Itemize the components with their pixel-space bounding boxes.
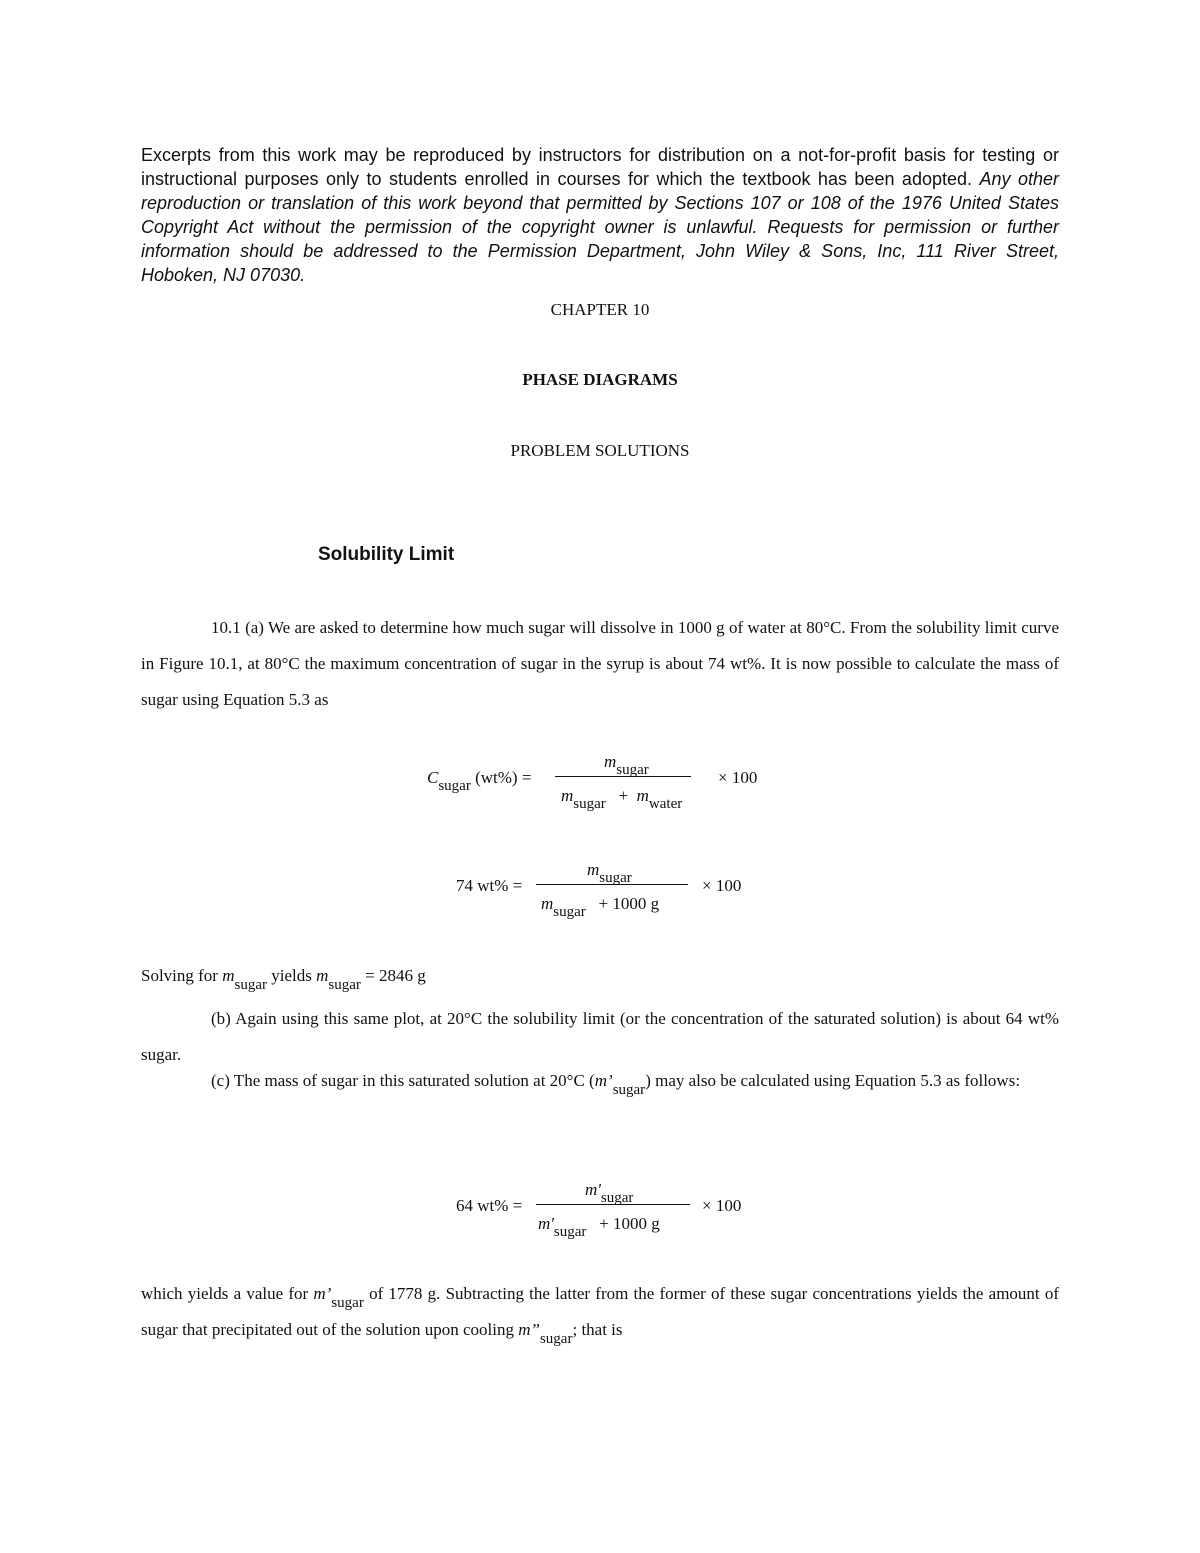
closing-post: ; that is [572,1320,623,1339]
solving-mid: yields [271,966,312,985]
solving-pre: Solving for [141,966,218,985]
eq1-denominator [561,786,683,812]
problem-intro: 10.1 (a) We are asked to determine how much sugar will dissolve in 1000 g of water at 80°C. From the solubility limit curve in Figure 10.1, at 80°C the maximum concentration of sugar in the syrup is about 74 wt%. It is now possible to calculate the mass of sugar using Equation 5.3 as [141,618,1059,709]
eq1-den-op: + [618,786,629,805]
copyright-text: Excerpts from this work may be reproduced by instructors for distribution on a not-for-profit basis for testing or instructional purposes only to students enrolled in courses for which the textbook has been adopted. [141,145,1059,189]
part-c-paragraph [141,1063,1059,1099]
eq2-den-tail: + 1000 g [598,894,660,913]
solving-sub1: sugar [234,977,268,993]
eq1-rhs: × 100 [718,768,758,787]
part-c-post: ) may also be calculated using Equation 5.3 as follows: [645,1071,1021,1090]
section-heading: Solubility Limit [318,544,455,565]
eq1-lhs-sub: sugar [438,778,471,794]
eq3-numerator [585,1180,634,1206]
closing-var1: m’ [313,1284,332,1303]
eq2-den-sub: sugar [553,904,586,920]
eq3-num-sub: sugar [600,1190,634,1206]
eq2-rhs: × 100 [702,876,742,895]
eq2-den-var: m [541,894,554,913]
eq1-lhs [427,768,532,794]
eq1-fraction-bar [555,776,691,777]
eq1-lhs-tail: (wt%) = [475,768,532,787]
eq3-lhs: 64 wt% = [456,1196,523,1215]
closing-sub2: sugar [539,1331,573,1347]
eq2-numerator [587,860,632,886]
eq3-denominator [538,1214,660,1240]
closing-paragraph [141,1276,1059,1348]
part-b-paragraph: (b) Again using this same plot, at 20°C the solubility limit (or the concentration of the saturated solution) is about 64 wt% sugar. [141,1009,1059,1064]
solving-result: = 2846 g [365,966,426,985]
solving-line [141,966,426,993]
eq1-numerator [604,752,649,778]
eq3-den-sub: sugar [553,1224,587,1240]
closing-sub1: sugar [331,1295,364,1311]
eq1-num-var: m [604,752,617,771]
eq1-den-sub2: water [648,796,683,812]
copyright-italic-text: Any other reproduction or translation of this work beyond that permitted by Sections 107 or 108 of the 1976 United States Copyright Act without the permission of the copyright owner is unlawful. Requests for permission or further information should be addressed to the Permission Department, John Wiley & Sons, Inc, 111 River Street, Hoboken, NJ 07030. [141,169,1059,285]
eq3-num-var: m' [585,1180,601,1199]
part-c-pre: (c) The mass of sugar in this saturated solution at 20°C ( [211,1071,595,1090]
eq3-rhs: × 100 [702,1196,742,1215]
eq1-lhs-var: C [427,768,439,787]
part-c-sub: sugar [612,1082,646,1098]
eq3-fraction-bar [536,1204,690,1205]
chapter-subtitle: PROBLEM SOLUTIONS [510,441,690,460]
eq1-num-sub: sugar [616,762,649,778]
part-c-var: m’ [594,1071,613,1090]
eq2-lhs: 74 wt% = [456,876,523,895]
solving-var1: m [222,966,235,985]
eq2-num-var: m [587,860,600,879]
closing-pre: which yields a value for [141,1284,309,1303]
eq1-den-sub1: sugar [573,796,606,812]
eq1-den-var2: m [636,786,649,805]
eq3-den-tail: + 1000 g [599,1214,660,1233]
eq1-den-var1: m [561,786,574,805]
solving-sub2: sugar [328,977,361,993]
copyright-notice [141,143,1059,287]
eq2-denominator [541,894,660,920]
eq2-num-sub: sugar [599,870,632,886]
closing-var2: m” [518,1320,540,1339]
eq2-fraction-bar [536,884,688,885]
solving-var2: m [316,966,329,985]
eq3-den-var: m' [538,1214,554,1233]
chapter-label: CHAPTER 10 [550,300,650,319]
chapter-title: PHASE DIAGRAMS [522,370,678,389]
closing-mid: of 1778 g. Subtracting the latter from the former of these sugar concentrations yields the amount of sugar that precipitated out of the solution upon cooling [141,1284,1060,1339]
